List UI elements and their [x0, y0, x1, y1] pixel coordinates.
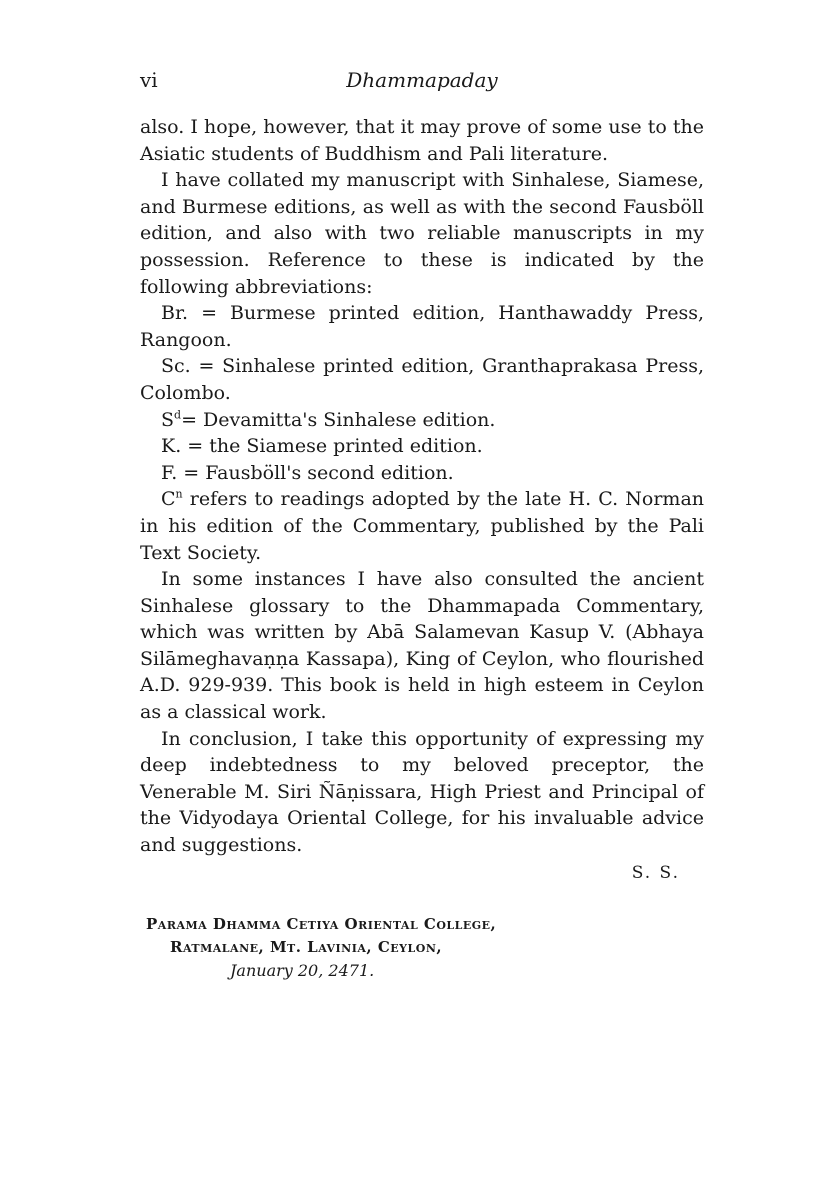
abbrev-sd-base: S	[161, 408, 175, 431]
signature-initials: S. S.	[631, 862, 680, 883]
body-text	[140, 114, 704, 859]
abbrev-cn-sup: n	[175, 487, 183, 501]
paragraph-continuation: also. I hope, however, that it may prove of some use to the Asiatic students of Buddhism and Pali literature.	[140, 116, 704, 165]
abbrev-norman-text: refers to readings adopted by the late H. C. Norman in his edition of the Commentary, published by the Pali Text Society.	[140, 488, 705, 564]
abbrev-devamitta-text: = Devamitta's Sinhalese edition.	[181, 408, 496, 431]
abbrev-sinhalese: Sc. = Sinhalese printed edition, Granthaprakasa Press, Colombo.	[140, 355, 704, 404]
abbrev-fausboll: F. = Fausböll's second edition.	[161, 461, 454, 484]
address-line-college: Parama Dhamma Cetiya Oriental College,	[146, 914, 497, 933]
abbrev-sd-sup: d	[174, 408, 182, 422]
running-title: Dhammapaday	[346, 68, 498, 92]
address-line-location: Ratmalane, Mt. Lavinia, Ceylon,	[170, 937, 443, 956]
paragraph-collation: I have collated my manuscript with Sinhalese, Siamese, and Burmese editions, as well as with the second Fausböll edition, and also with two reliable manuscripts in my possession. Reference to these is indicated by the following abbreviations:	[140, 169, 704, 298]
paragraph-conclusion: In conclusion, I take this opportunity of expressing my deep indebtedness to my beloved preceptor, the Venerable M. Siri Ñāṇissara, High Priest and Principal of the Vidyodaya Oriental College, for his invaluable advice and suggestions.	[140, 727, 704, 857]
paragraph-glossary: In some instances I have also consulted the ancient Sinhalese glossary to the Dhammapada Commentary, which was written by Abā Salamevan Kasup V. (Abhaya Silāmeghavaṇṇa Kassapa), King of Ceylon, who flourished A.D. 929-939. This book is held in high esteem in Ceylon as a classical work.	[140, 568, 704, 724]
abbrev-norman	[140, 486, 704, 566]
page-number: vi	[140, 68, 158, 92]
address-line-date: January 20, 2471.	[230, 960, 375, 980]
document-page	[140, 60, 704, 982]
address-block	[140, 913, 704, 982]
abbrev-siamese: K. = the Siamese printed edition.	[161, 435, 483, 458]
abbrev-devamitta	[140, 407, 704, 434]
page-header	[140, 60, 704, 100]
abbrev-burmese: Br. = Burmese printed edition, Hanthawaddy Press, Rangoon.	[140, 302, 704, 351]
abbrev-cn-base: C	[161, 488, 176, 511]
